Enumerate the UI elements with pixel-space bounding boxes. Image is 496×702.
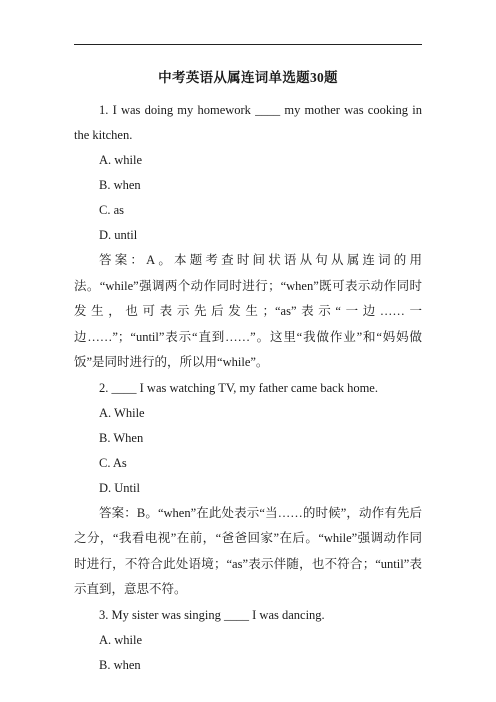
question-3-option-b: B. when [99, 657, 141, 672]
question-1-text: 1. I was doing my homework ____ my mother was cooking in the kitchen. [74, 103, 422, 142]
question-1-option-a: A. while [99, 153, 143, 167]
question-3-option-a: A. while [99, 632, 143, 647]
question-1-answer: 答案：A。本题考查时间状语从句从属连词的用法。“while”强调两个动作同时进行；“when”既可表示动作同时发生，也可表示先后发生；“as”表示“一边……一边……”；“until”表示“直到……”。这里“我做作业”和“妈妈做饭”是同时进行的，所以用“while”。 [74, 253, 422, 369]
question-1-option-c: C. as [99, 203, 124, 217]
question-3-text: 3. My sister was singing ____ I was dancing. [99, 607, 325, 622]
question-1-option-b: B. when [99, 178, 141, 192]
question-2-option-c: C. As [99, 455, 127, 470]
question-2-text: 2. ____ I was watching TV, my father came back home. [99, 380, 378, 395]
question-1-option-d: D. until [99, 228, 138, 242]
question-2-answer: 答案：B。“when”在此处表示“当……的时候”，动作有先后之分，“我看电视”在前，“爸爸回家”在后。“while”强调动作同时进行，不符合此处语境；“as”表示伴随，也不符合；“until”表示直到，意思不符。 [74, 505, 422, 596]
document-body [74, 98, 422, 678]
header-rule [74, 44, 422, 45]
question-2-option-d: D. Until [99, 480, 140, 495]
document-title: 中考英语从属连词单选题30题 [158, 70, 338, 85]
question-2-option-a: A. While [99, 405, 145, 420]
question-2-option-b: B. When [99, 430, 144, 445]
